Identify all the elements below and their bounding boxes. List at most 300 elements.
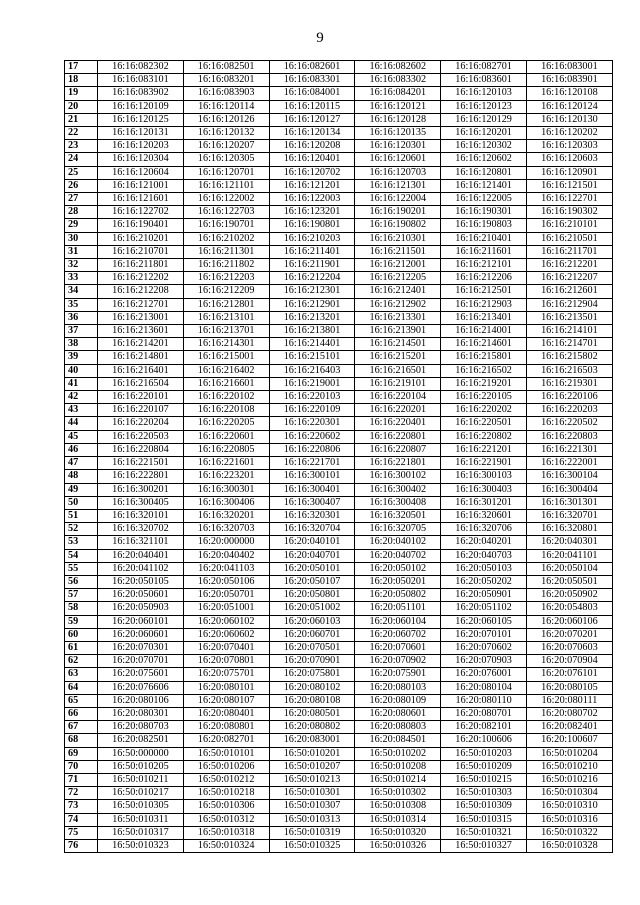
row-number-cell: 37 xyxy=(65,325,98,338)
row-number-cell: 59 xyxy=(65,615,98,628)
code-cell: 16:20:080108 xyxy=(269,694,355,707)
row-number-cell: 76 xyxy=(65,839,98,852)
code-cell: 16:16:300403 xyxy=(441,483,527,496)
code-cell: 16:16:220502 xyxy=(526,417,612,430)
code-cell: 16:16:213601 xyxy=(98,325,184,338)
table-row xyxy=(65,259,613,272)
code-cell: 16:16:215201 xyxy=(355,351,441,364)
code-cell: 16:16:301301 xyxy=(526,496,612,509)
code-cell: 16:16:213201 xyxy=(269,311,355,324)
code-cell: 16:16:120304 xyxy=(98,153,184,166)
code-cell: 16:20:000000 xyxy=(183,536,269,549)
code-cell: 16:50:010204 xyxy=(526,747,612,760)
code-cell: 16:20:040702 xyxy=(355,549,441,562)
code-cell: 16:16:215101 xyxy=(269,351,355,364)
code-cell: 16:20:040703 xyxy=(441,549,527,562)
code-cell: 16:20:080102 xyxy=(269,681,355,694)
row-number-cell: 49 xyxy=(65,483,98,496)
code-cell: 16:16:122003 xyxy=(269,193,355,206)
code-cell: 16:16:216503 xyxy=(526,364,612,377)
code-cell: 16:16:212101 xyxy=(441,259,527,272)
code-cell: 16:20:051002 xyxy=(269,602,355,615)
code-cell: 16:16:221801 xyxy=(355,457,441,470)
row-number-cell: 41 xyxy=(65,377,98,390)
row-number-cell: 28 xyxy=(65,206,98,219)
code-cell: 16:20:040101 xyxy=(269,536,355,549)
code-cell: 16:20:080601 xyxy=(355,707,441,720)
table-row xyxy=(65,787,613,800)
table-row xyxy=(65,140,613,153)
code-cell: 16:16:082601 xyxy=(269,61,355,74)
code-cell: 16:16:220108 xyxy=(183,404,269,417)
code-cell: 16:20:040301 xyxy=(526,536,612,549)
code-cell: 16:16:120604 xyxy=(98,166,184,179)
code-cell: 16:16:083201 xyxy=(183,74,269,87)
code-cell: 16:50:010317 xyxy=(98,826,184,839)
table-row xyxy=(65,245,613,258)
code-cell: 16:16:120701 xyxy=(183,166,269,179)
code-cell: 16:20:040402 xyxy=(183,549,269,562)
table-row xyxy=(65,655,613,668)
code-cell: 16:20:050102 xyxy=(355,562,441,575)
code-cell: 16:16:212209 xyxy=(183,285,269,298)
row-number-cell: 32 xyxy=(65,259,98,272)
code-cell: 16:16:210401 xyxy=(441,232,527,245)
row-number-cell: 54 xyxy=(65,549,98,562)
code-cell: 16:16:212208 xyxy=(98,285,184,298)
code-cell: 16:16:122702 xyxy=(98,206,184,219)
code-cell: 16:16:211501 xyxy=(355,245,441,258)
code-cell: 16:16:121101 xyxy=(183,179,269,192)
code-cell: 16:16:220802 xyxy=(441,430,527,443)
code-cell: 16:16:320701 xyxy=(526,509,612,522)
code-cell: 16:16:212904 xyxy=(526,298,612,311)
row-number-cell: 22 xyxy=(65,127,98,140)
table-row xyxy=(65,127,613,140)
code-cell: 16:16:216501 xyxy=(355,364,441,377)
row-number-cell: 61 xyxy=(65,641,98,654)
code-cell: 16:50:010307 xyxy=(269,800,355,813)
code-cell: 16:50:010212 xyxy=(183,773,269,786)
table-row xyxy=(65,734,613,747)
code-cell: 16:16:320301 xyxy=(269,509,355,522)
code-cell: 16:16:320706 xyxy=(441,523,527,536)
code-cell: 16:20:070801 xyxy=(183,655,269,668)
code-cell: 16:20:040701 xyxy=(269,549,355,562)
code-cell: 16:16:213001 xyxy=(98,311,184,324)
code-cell: 16:50:010217 xyxy=(98,787,184,800)
code-cell: 16:20:050802 xyxy=(355,589,441,602)
row-number-cell: 57 xyxy=(65,589,98,602)
table-row xyxy=(65,839,613,852)
code-cell: 16:16:212205 xyxy=(355,272,441,285)
code-cell: 16:16:120203 xyxy=(98,140,184,153)
code-cell: 16:50:010216 xyxy=(526,773,612,786)
code-cell: 16:16:120602 xyxy=(441,153,527,166)
row-number-cell: 27 xyxy=(65,193,98,206)
code-cell: 16:50:010213 xyxy=(269,773,355,786)
code-cell: 16:16:219201 xyxy=(441,377,527,390)
code-cell: 16:50:010304 xyxy=(526,787,612,800)
code-cell: 16:16:083301 xyxy=(269,74,355,87)
code-cell: 16:16:221301 xyxy=(526,443,612,456)
code-cell: 16:20:083001 xyxy=(269,734,355,747)
table-row xyxy=(65,549,613,562)
table-row xyxy=(65,641,613,654)
code-cell: 16:16:190802 xyxy=(355,219,441,232)
code-cell: 16:16:121201 xyxy=(269,179,355,192)
table-row xyxy=(65,694,613,707)
code-cell: 16:50:010202 xyxy=(355,747,441,760)
row-number-cell: 71 xyxy=(65,773,98,786)
code-cell: 16:16:190401 xyxy=(98,219,184,232)
table-row xyxy=(65,602,613,615)
table-row xyxy=(65,483,613,496)
code-cell: 16:16:082302 xyxy=(98,61,184,74)
code-cell: 16:16:210202 xyxy=(183,232,269,245)
code-cell: 16:20:082401 xyxy=(526,721,612,734)
table-row xyxy=(65,87,613,100)
code-cell: 16:16:121301 xyxy=(355,179,441,192)
table-body xyxy=(65,61,613,853)
code-cell: 16:16:122005 xyxy=(441,193,527,206)
table-row xyxy=(65,285,613,298)
code-cell: 16:16:083601 xyxy=(441,74,527,87)
code-cell: 16:16:211901 xyxy=(269,259,355,272)
code-cell: 16:16:215001 xyxy=(183,351,269,364)
code-cell: 16:16:300405 xyxy=(98,496,184,509)
code-cell: 16:16:214201 xyxy=(98,338,184,351)
code-cell: 16:50:010214 xyxy=(355,773,441,786)
code-cell: 16:16:122002 xyxy=(183,193,269,206)
code-cell: 16:16:300102 xyxy=(355,470,441,483)
code-cell: 16:20:084501 xyxy=(355,734,441,747)
code-cell: 16:20:075601 xyxy=(98,668,184,681)
code-cell: 16:16:300404 xyxy=(526,483,612,496)
code-cell: 16:16:220601 xyxy=(183,430,269,443)
code-cell: 16:16:220101 xyxy=(98,391,184,404)
code-cell: 16:16:190201 xyxy=(355,206,441,219)
code-cell: 16:16:220102 xyxy=(183,391,269,404)
code-cell: 16:16:216502 xyxy=(441,364,527,377)
code-cell: 16:16:120124 xyxy=(526,100,612,113)
code-cell: 16:50:010325 xyxy=(269,839,355,852)
code-cell: 16:16:300301 xyxy=(183,483,269,496)
code-cell: 16:16:213501 xyxy=(526,311,612,324)
code-cell: 16:16:211301 xyxy=(183,245,269,258)
code-cell: 16:16:120131 xyxy=(98,127,184,140)
code-cell: 16:16:213701 xyxy=(183,325,269,338)
code-cell: 16:16:121401 xyxy=(441,179,527,192)
code-cell: 16:16:221901 xyxy=(441,457,527,470)
row-number-cell: 31 xyxy=(65,245,98,258)
code-cell: 16:16:300401 xyxy=(269,483,355,496)
code-cell: 16:16:212301 xyxy=(269,285,355,298)
code-cell: 16:16:083101 xyxy=(98,74,184,87)
code-cell: 16:16:320705 xyxy=(355,523,441,536)
row-number-cell: 25 xyxy=(65,166,98,179)
code-cell: 16:16:212204 xyxy=(269,272,355,285)
code-cell: 16:20:082101 xyxy=(441,721,527,734)
code-cell: 16:16:082602 xyxy=(355,61,441,74)
code-cell: 16:16:300407 xyxy=(269,496,355,509)
code-cell: 16:16:120128 xyxy=(355,113,441,126)
code-cell: 16:20:076001 xyxy=(441,668,527,681)
code-cell: 16:16:222001 xyxy=(526,457,612,470)
code-cell: 16:20:051102 xyxy=(441,602,527,615)
code-cell: 16:20:080301 xyxy=(98,707,184,720)
code-cell: 16:50:010205 xyxy=(98,760,184,773)
row-number-cell: 69 xyxy=(65,747,98,760)
row-number-cell: 43 xyxy=(65,404,98,417)
row-number-cell: 20 xyxy=(65,100,98,113)
row-number-cell: 60 xyxy=(65,628,98,641)
table-row xyxy=(65,272,613,285)
code-cell: 16:50:010209 xyxy=(441,760,527,773)
code-cell: 16:16:221701 xyxy=(269,457,355,470)
code-cell: 16:50:010327 xyxy=(441,839,527,852)
table-row xyxy=(65,523,613,536)
code-cell: 16:16:220201 xyxy=(355,404,441,417)
code-cell: 16:16:120108 xyxy=(526,87,612,100)
row-number-cell: 50 xyxy=(65,496,98,509)
code-cell: 16:20:080106 xyxy=(98,694,184,707)
code-cell: 16:16:121601 xyxy=(98,193,184,206)
code-cell: 16:16:220103 xyxy=(269,391,355,404)
code-cell: 16:16:320601 xyxy=(441,509,527,522)
code-cell: 16:20:075801 xyxy=(269,668,355,681)
code-cell: 16:20:070901 xyxy=(269,655,355,668)
code-cell: 16:16:122703 xyxy=(183,206,269,219)
code-cell: 16:16:220401 xyxy=(355,417,441,430)
table-row xyxy=(65,338,613,351)
code-cell: 16:16:120127 xyxy=(269,113,355,126)
code-cell: 16:50:010315 xyxy=(441,813,527,826)
code-cell: 16:20:080803 xyxy=(355,721,441,734)
code-cell: 16:16:220806 xyxy=(269,443,355,456)
code-cell: 16:16:321101 xyxy=(98,536,184,549)
code-cell: 16:50:010309 xyxy=(441,800,527,813)
table-row xyxy=(65,562,613,575)
code-cell: 16:16:220807 xyxy=(355,443,441,456)
code-cell: 16:50:010326 xyxy=(355,839,441,852)
code-cell: 16:16:212401 xyxy=(355,285,441,298)
code-cell: 16:50:010311 xyxy=(98,813,184,826)
table-row xyxy=(65,364,613,377)
code-cell: 16:20:080110 xyxy=(441,694,527,707)
code-cell: 16:16:120121 xyxy=(355,100,441,113)
code-cell: 16:20:080111 xyxy=(526,694,612,707)
code-cell: 16:16:212601 xyxy=(526,285,612,298)
code-cell: 16:16:220104 xyxy=(355,391,441,404)
table-row xyxy=(65,457,613,470)
code-cell: 16:16:120103 xyxy=(441,87,527,100)
code-cell: 16:20:080101 xyxy=(183,681,269,694)
table-row xyxy=(65,377,613,390)
row-number-cell: 38 xyxy=(65,338,98,351)
code-cell: 16:20:060104 xyxy=(355,615,441,628)
row-number-cell: 55 xyxy=(65,562,98,575)
row-number-cell: 62 xyxy=(65,655,98,668)
code-cell: 16:16:120125 xyxy=(98,113,184,126)
code-cell: 16:50:010301 xyxy=(269,787,355,800)
table-row xyxy=(65,179,613,192)
row-number-cell: 21 xyxy=(65,113,98,126)
code-cell: 16:20:050901 xyxy=(441,589,527,602)
code-cell: 16:20:076101 xyxy=(526,668,612,681)
row-number-cell: 45 xyxy=(65,430,98,443)
table-row xyxy=(65,325,613,338)
table-row xyxy=(65,100,613,113)
code-cell: 16:16:120301 xyxy=(355,140,441,153)
code-cell: 16:20:070401 xyxy=(183,641,269,654)
code-cell: 16:20:050902 xyxy=(526,589,612,602)
code-cell: 16:16:212902 xyxy=(355,298,441,311)
code-cell: 16:20:080501 xyxy=(269,707,355,720)
table-row xyxy=(65,166,613,179)
code-cell: 16:16:120123 xyxy=(441,100,527,113)
table-row xyxy=(65,681,613,694)
code-cell: 16:20:080702 xyxy=(526,707,612,720)
code-cell: 16:16:214101 xyxy=(526,325,612,338)
row-number-cell: 47 xyxy=(65,457,98,470)
code-cell: 16:16:220503 xyxy=(98,430,184,443)
table-row xyxy=(65,628,613,641)
code-cell: 16:20:050103 xyxy=(441,562,527,575)
code-cell: 16:16:120134 xyxy=(269,127,355,140)
table-row xyxy=(65,589,613,602)
code-cell: 16:16:300104 xyxy=(526,470,612,483)
row-number-cell: 30 xyxy=(65,232,98,245)
table-row xyxy=(65,536,613,549)
row-number-cell: 70 xyxy=(65,760,98,773)
code-cell: 16:20:080103 xyxy=(355,681,441,694)
code-cell: 16:16:220204 xyxy=(98,417,184,430)
code-cell: 16:16:215802 xyxy=(526,351,612,364)
code-cell: 16:16:210101 xyxy=(526,219,612,232)
code-cell: 16:50:010303 xyxy=(441,787,527,800)
code-cell: 16:20:060702 xyxy=(355,628,441,641)
code-cell: 16:20:050903 xyxy=(98,602,184,615)
code-cell: 16:20:070603 xyxy=(526,641,612,654)
code-cell: 16:16:216402 xyxy=(183,364,269,377)
code-cell: 16:16:211701 xyxy=(526,245,612,258)
code-cell: 16:16:120603 xyxy=(526,153,612,166)
code-cell: 16:16:221201 xyxy=(441,443,527,456)
code-cell: 16:16:301201 xyxy=(441,496,527,509)
row-number-cell: 66 xyxy=(65,707,98,720)
row-number-cell: 46 xyxy=(65,443,98,456)
code-cell: 16:16:190701 xyxy=(183,219,269,232)
code-cell: 16:16:300103 xyxy=(441,470,527,483)
row-number-cell: 40 xyxy=(65,364,98,377)
code-cell: 16:20:100607 xyxy=(526,734,612,747)
code-cell: 16:16:221601 xyxy=(183,457,269,470)
code-cell: 16:20:051001 xyxy=(183,602,269,615)
code-cell: 16:16:320704 xyxy=(269,523,355,536)
code-cell: 16:16:120901 xyxy=(526,166,612,179)
row-number-cell: 72 xyxy=(65,787,98,800)
code-cell: 16:16:320703 xyxy=(183,523,269,536)
code-cell: 16:16:120126 xyxy=(183,113,269,126)
code-cell: 16:50:010210 xyxy=(526,760,612,773)
row-number-cell: 58 xyxy=(65,602,98,615)
code-cell: 16:16:220203 xyxy=(526,404,612,417)
code-cell: 16:16:213301 xyxy=(355,311,441,324)
code-cell: 16:16:120109 xyxy=(98,100,184,113)
code-cell: 16:20:060105 xyxy=(441,615,527,628)
code-cell: 16:50:010215 xyxy=(441,773,527,786)
code-cell: 16:16:210701 xyxy=(98,245,184,258)
code-cell: 16:16:084001 xyxy=(269,87,355,100)
row-number-cell: 36 xyxy=(65,311,98,324)
code-cell: 16:16:212206 xyxy=(441,272,527,285)
code-cell: 16:16:220804 xyxy=(98,443,184,456)
code-cell: 16:50:010218 xyxy=(183,787,269,800)
row-number-cell: 19 xyxy=(65,87,98,100)
row-number-cell: 33 xyxy=(65,272,98,285)
code-cell: 16:20:075901 xyxy=(355,668,441,681)
code-cell: 16:16:083001 xyxy=(526,61,612,74)
code-cell: 16:50:010318 xyxy=(183,826,269,839)
code-cell: 16:16:083901 xyxy=(526,74,612,87)
code-cell: 16:16:190301 xyxy=(441,206,527,219)
code-cell: 16:20:050701 xyxy=(183,589,269,602)
table-row xyxy=(65,496,613,509)
code-cell: 16:20:080104 xyxy=(441,681,527,694)
code-cell: 16:16:120135 xyxy=(355,127,441,140)
code-cell: 16:20:050101 xyxy=(269,562,355,575)
code-cell: 16:20:080401 xyxy=(183,707,269,720)
code-cell: 16:20:050202 xyxy=(441,575,527,588)
code-cell: 16:16:083902 xyxy=(98,87,184,100)
code-cell: 16:16:120202 xyxy=(526,127,612,140)
row-number-cell: 39 xyxy=(65,351,98,364)
row-number-cell: 65 xyxy=(65,694,98,707)
code-cell: 16:20:060103 xyxy=(269,615,355,628)
row-number-cell: 23 xyxy=(65,140,98,153)
code-cell: 16:50:010312 xyxy=(183,813,269,826)
code-cell: 16:50:010306 xyxy=(183,800,269,813)
code-cell: 16:16:120201 xyxy=(441,127,527,140)
code-cell: 16:20:070501 xyxy=(269,641,355,654)
code-cell: 16:16:120115 xyxy=(269,100,355,113)
code-cell: 16:16:220109 xyxy=(269,404,355,417)
code-cell: 16:16:220107 xyxy=(98,404,184,417)
table-row xyxy=(65,470,613,483)
row-number-cell: 68 xyxy=(65,734,98,747)
code-cell: 16:16:123201 xyxy=(269,206,355,219)
code-cell: 16:16:212203 xyxy=(183,272,269,285)
code-cell: 16:16:120305 xyxy=(183,153,269,166)
code-cell: 16:20:040102 xyxy=(355,536,441,549)
code-cell: 16:16:320201 xyxy=(183,509,269,522)
row-number-cell: 67 xyxy=(65,721,98,734)
code-cell: 16:16:211401 xyxy=(269,245,355,258)
code-cell: 16:20:060101 xyxy=(98,615,184,628)
table-row xyxy=(65,430,613,443)
page-number: 9 xyxy=(316,30,324,46)
code-cell: 16:16:220805 xyxy=(183,443,269,456)
table-row xyxy=(65,575,613,588)
code-cell: 16:16:214701 xyxy=(526,338,612,351)
code-cell: 16:50:010321 xyxy=(441,826,527,839)
code-cell: 16:20:070101 xyxy=(441,628,527,641)
table-row xyxy=(65,298,613,311)
code-cell: 16:16:221501 xyxy=(98,457,184,470)
row-number-cell: 26 xyxy=(65,179,98,192)
code-cell: 16:50:010316 xyxy=(526,813,612,826)
